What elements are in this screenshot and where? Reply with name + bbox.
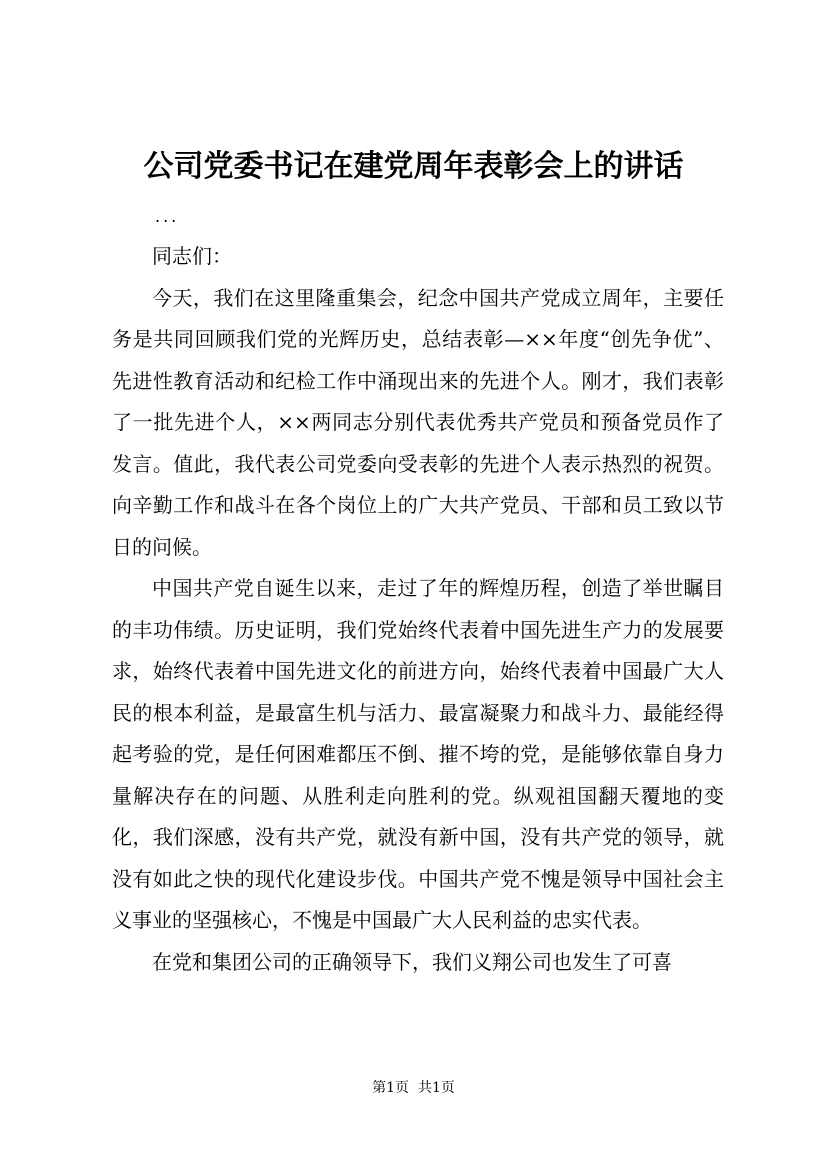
body-paragraph-1: 今天，我们在这里隆重集会，纪念中国共产党成立周年，主要任务是共同回顾我们党的光辉历史，总结表彰—××年度“创先争优”、先进性教育活动和纪检工作中涌现出来的先进个人。刚才，我们表彰了一批先进个人，××两同志分别代表优秀共产党员和预备党员作了发言。值此，我代表公司党委向受表彰的先进个人表示热烈的祝贺。向辛勤工作和战斗在各个岗位上的广大共产党员、干部和员工致以节日的问候。 <box>112 285 724 559</box>
body-paragraph-2: 中国共产党自诞生以来，走过了年的辉煌历程，创造了举世瞩目的丰功伟绩。历史证明，我们党始终代表着中国先进生产力的发展要求，始终代表着中国先进文化的前进方向，始终代表着中国最广大人民的根本利益，是最富生机与活力、最富凝聚力和战斗力、最能经得起考验的党，是任何困难都压不倒、摧不垮的党，是能够依靠自身力量解决存在的问题、从胜利走向胜利的党。纵观祖国翻天覆地的变化，我们深感，没有共产党，就没有新中国，没有共产党的领导，就没有如此之快的现代化建设步伐。中国共产党不愧是领导中国社会主义事业的坚强核心，不愧是中国最广大人民利益的忠实代表。 <box>112 576 724 932</box>
body-paragraph-3: 在党和集团公司的正确领导下，我们义翔公司也发生了可喜 <box>152 949 672 974</box>
document-body <box>112 236 724 983</box>
page-number-label: 第1页 共1页 <box>372 1080 455 1096</box>
ellipsis-marker: ... <box>155 207 180 226</box>
salutation-paragraph: 同志们： <box>152 244 232 268</box>
document-title: 公司党委书记在建党周年表彰会上的讲话 <box>143 149 684 184</box>
page-footer <box>0 1078 827 1098</box>
